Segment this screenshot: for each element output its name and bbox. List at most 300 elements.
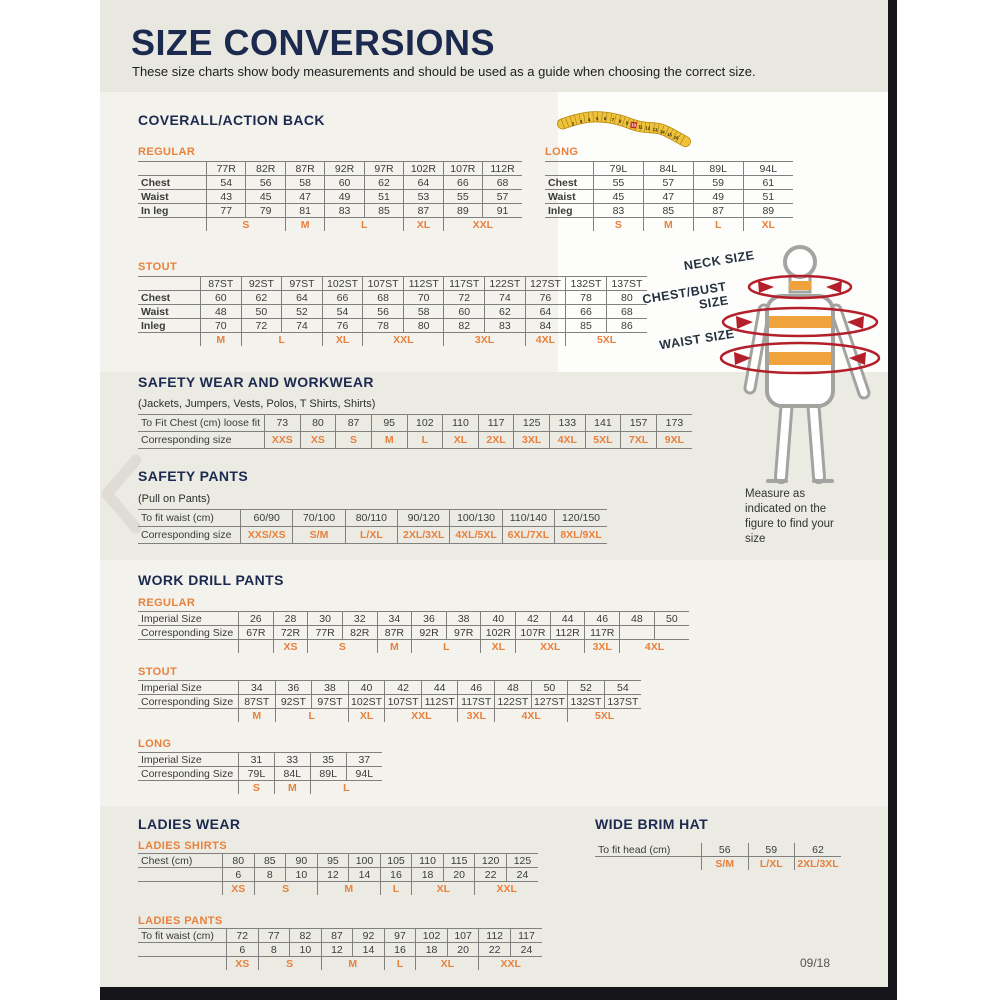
size-cell: L <box>275 709 348 723</box>
hat-table <box>595 843 841 870</box>
cell: 66 <box>322 291 363 305</box>
cell: 137ST <box>604 695 641 709</box>
table-row <box>138 753 382 767</box>
cell: 48 <box>620 612 655 626</box>
cell: 97ST <box>282 277 323 291</box>
cell: 125 <box>506 854 538 868</box>
figure-caption: Measure as indicated on the figure to find your size <box>745 488 834 545</box>
size-cell: S <box>239 781 275 795</box>
safety-pants-table <box>138 509 607 544</box>
cell: 89L <box>693 162 743 176</box>
cell: 53 <box>404 190 443 204</box>
cell: 34 <box>377 612 412 626</box>
table-row <box>138 681 641 695</box>
size-cell: M <box>239 709 276 723</box>
cell: 68 <box>363 291 404 305</box>
cell: 60 <box>201 291 242 305</box>
table-row <box>138 204 522 218</box>
cell <box>654 626 689 640</box>
label-coverall-stout: STOUT <box>138 261 178 273</box>
cell: 87 <box>336 415 372 432</box>
waist-size-label: WAIST SIZE <box>658 326 736 353</box>
row-label: Chest <box>545 176 594 190</box>
cell: 72 <box>227 929 259 943</box>
cell: 54 <box>322 305 363 319</box>
svg-text:12: 12 <box>645 125 651 131</box>
drill_stout-grid <box>138 680 641 722</box>
row-label <box>138 882 223 896</box>
size-band-row <box>545 218 793 232</box>
cell: 84L <box>643 162 693 176</box>
cell: 94L <box>346 767 382 781</box>
chest-band <box>769 316 831 328</box>
cell: 72 <box>444 291 485 305</box>
cell: XXS/XS <box>241 527 293 544</box>
size-cell: 2XL/3XL <box>795 857 842 871</box>
svg-text:5: 5 <box>595 115 599 122</box>
label-ladies-pants: LADIES PANTS <box>138 915 223 927</box>
cell: 110/140 <box>502 510 554 527</box>
cell: 70 <box>403 291 444 305</box>
cell: 87 <box>404 204 443 218</box>
cell: 45 <box>246 190 285 204</box>
cell: 46 <box>585 612 620 626</box>
svg-text:2: 2 <box>571 121 575 127</box>
size-cell: M <box>274 781 310 795</box>
cell: 68 <box>483 176 522 190</box>
row-label <box>138 781 239 795</box>
cell: 20 <box>443 868 475 882</box>
cell: 37 <box>346 753 382 767</box>
cell: 12 <box>317 868 349 882</box>
label-coverall-regular: REGULAR <box>138 146 196 158</box>
table-row <box>545 204 793 218</box>
cell: 7XL <box>621 432 657 449</box>
cell: 20 <box>447 943 479 957</box>
cell: XS <box>300 432 336 449</box>
cell: 110 <box>443 415 479 432</box>
cell: 42 <box>385 681 422 695</box>
size-cell: 3XL <box>458 709 495 723</box>
cell: 9XL <box>656 432 692 449</box>
label-coverall-long: LONG <box>545 146 579 158</box>
cell: 95 <box>317 854 349 868</box>
cell: XL <box>443 432 479 449</box>
drill_long-grid <box>138 752 382 794</box>
safety_pants-grid <box>138 509 607 544</box>
cell: 127ST <box>531 695 568 709</box>
cell: 89 <box>743 204 793 218</box>
row-label: Imperial Size <box>138 612 239 626</box>
size-band-row <box>138 218 522 232</box>
cell: 36 <box>412 612 447 626</box>
section-heading-safety-wear: SAFETY WEAR AND WORKWEAR <box>138 374 374 390</box>
cell: 8XL/9XL <box>555 527 607 544</box>
hat-grid <box>595 843 841 870</box>
section-heading-ladies: LADIES WEAR <box>138 816 241 832</box>
cov_stout-grid <box>138 276 647 346</box>
row-label: Inleg <box>545 204 594 218</box>
cell: 10 <box>286 868 318 882</box>
cell: 107ST <box>385 695 422 709</box>
section-heading-work-drill: WORK DRILL PANTS <box>138 572 284 588</box>
cell: 60/90 <box>241 510 293 527</box>
cell: 132ST <box>568 695 605 709</box>
cell: 133 <box>550 415 586 432</box>
cell: 137ST <box>606 277 647 291</box>
cell: 107R <box>516 626 551 640</box>
cell: 117ST <box>458 695 495 709</box>
row-label: Corresponding size <box>138 527 241 544</box>
size-cell: L <box>325 218 404 232</box>
cell: 43 <box>207 190 246 204</box>
svg-text:13: 13 <box>652 126 658 133</box>
cell: 102ST <box>348 695 385 709</box>
svg-text:16: 16 <box>673 134 680 141</box>
cell: 120 <box>475 854 507 868</box>
cell: 70 <box>201 319 242 333</box>
cell: 62 <box>241 291 282 305</box>
svg-text:11: 11 <box>637 124 644 130</box>
table-row <box>138 190 522 204</box>
cell: 87R <box>377 626 412 640</box>
waist-band <box>769 352 831 365</box>
cell: 112R <box>483 162 522 176</box>
chest-size-label: CHEST/BUST SIZE <box>641 279 730 313</box>
size-cell: M <box>285 218 324 232</box>
size-cell: XL <box>322 333 363 347</box>
page-code: 09/18 <box>800 956 831 970</box>
table-row <box>138 176 522 190</box>
cell: 112ST <box>403 277 444 291</box>
cell: 14 <box>349 868 381 882</box>
row-label: Chest <box>138 291 201 305</box>
cell: 22 <box>475 868 507 882</box>
row-label <box>138 277 201 291</box>
cell: 18 <box>416 943 448 957</box>
cell: 87ST <box>239 695 276 709</box>
cell: 132ST <box>566 277 607 291</box>
size-cell: XXL <box>479 957 542 971</box>
cell: 49 <box>693 190 743 204</box>
size-cell: 5XL <box>568 709 641 723</box>
row-label <box>595 857 702 871</box>
cell: 74 <box>485 291 526 305</box>
cell: 64 <box>525 305 566 319</box>
cell: 6XL/7XL <box>502 527 554 544</box>
cell: 122ST <box>485 277 526 291</box>
row-label <box>138 943 227 957</box>
cell: 64 <box>282 291 323 305</box>
cell: 127ST <box>525 277 566 291</box>
cell: 24 <box>510 943 542 957</box>
cell: 2XL <box>478 432 514 449</box>
row-label: Chest (cm) <box>138 854 223 868</box>
cell: 107 <box>447 929 479 943</box>
cell: 58 <box>285 176 324 190</box>
cell: 87ST <box>201 277 242 291</box>
size-cell <box>239 640 274 654</box>
cell: 62 <box>364 176 403 190</box>
table-row <box>545 190 793 204</box>
table-row <box>138 305 647 319</box>
cell: 112R <box>550 626 585 640</box>
row-label <box>138 333 201 347</box>
cell: S/M <box>293 527 345 544</box>
row-label <box>138 868 223 882</box>
cell: 81 <box>285 204 324 218</box>
cell: 51 <box>743 190 793 204</box>
cell: 56 <box>702 843 749 857</box>
cell: 33 <box>274 753 310 767</box>
size-cell: 5XL <box>566 333 647 347</box>
coverall-long-table <box>545 161 793 231</box>
size-cell: S <box>254 882 317 896</box>
table-row <box>138 415 692 432</box>
cell: 3XL <box>514 432 550 449</box>
cell: 82 <box>444 319 485 333</box>
cell: 90 <box>286 854 318 868</box>
size-cell: L/XL <box>748 857 795 871</box>
table-row <box>138 943 542 957</box>
row-label: Waist <box>545 190 594 204</box>
cell: 84 <box>525 319 566 333</box>
table-row <box>138 929 542 943</box>
cell: 97R <box>364 162 403 176</box>
label-drill-stout: STOUT <box>138 666 178 678</box>
cell: 50 <box>654 612 689 626</box>
size-cell: M <box>643 218 693 232</box>
cell: 72R <box>273 626 308 640</box>
table-row <box>138 767 382 781</box>
cell: 30 <box>308 612 343 626</box>
size-cell: XL <box>416 957 479 971</box>
cell: 85 <box>566 319 607 333</box>
size-cell: XL <box>412 882 475 896</box>
table-row <box>138 695 641 709</box>
cell: 47 <box>643 190 693 204</box>
size-cell: XL <box>481 640 516 654</box>
cell: 36 <box>275 681 312 695</box>
cell: 107R <box>443 162 482 176</box>
cell: 4XL/5XL <box>450 527 502 544</box>
neck-size-label: NECK SIZE <box>682 248 756 274</box>
size-cell: S <box>594 218 644 232</box>
row-label: To fit waist (cm) <box>138 510 241 527</box>
cell: 92 <box>353 929 385 943</box>
cell: 87 <box>693 204 743 218</box>
cell: 48 <box>201 305 242 319</box>
cell: 95 <box>371 415 407 432</box>
cell: 105 <box>380 854 412 868</box>
size-cell: M <box>201 333 242 347</box>
cell: 78 <box>363 319 404 333</box>
row-label: To fit head (cm) <box>598 843 671 856</box>
cell: 117 <box>478 415 514 432</box>
table-row <box>138 527 607 544</box>
cell: 107ST <box>363 277 404 291</box>
cell: 82R <box>246 162 285 176</box>
cell: 38 <box>446 612 481 626</box>
cell: 16 <box>380 868 412 882</box>
cell: 42 <box>516 612 551 626</box>
size-cell: S <box>207 218 286 232</box>
drill-stout-table <box>138 680 641 722</box>
cell: 86 <box>606 319 647 333</box>
row-label: Corresponding Size <box>138 695 239 709</box>
cell: XXS <box>265 432 301 449</box>
size-band-row <box>138 709 641 723</box>
size-cell: L <box>412 640 481 654</box>
cell: 31 <box>239 753 275 767</box>
size-cell: XL <box>404 218 443 232</box>
cell: 80 <box>223 854 255 868</box>
table-row <box>138 319 647 333</box>
cell: 115 <box>443 854 475 868</box>
cell: 78 <box>566 291 607 305</box>
coverall-stout-table <box>138 276 647 346</box>
cell: 4XL <box>550 432 586 449</box>
size-cell: M <box>317 882 380 896</box>
cell: M <box>371 432 407 449</box>
cov_long-grid <box>545 161 793 231</box>
table-row <box>138 162 522 176</box>
size-cell: 4XL <box>525 333 566 347</box>
cell: 52 <box>568 681 605 695</box>
size-band-row <box>595 857 841 871</box>
cell: 60 <box>325 176 364 190</box>
cell: 77 <box>207 204 246 218</box>
cell: 80 <box>606 291 647 305</box>
size-cell: L <box>241 333 322 347</box>
ladies_pants-grid <box>138 928 542 970</box>
size-cell: XL <box>348 709 385 723</box>
size-cell: XXL <box>516 640 585 654</box>
page-edge-bottom <box>100 987 897 1000</box>
cell: 80 <box>300 415 336 432</box>
cell: 87R <box>285 162 324 176</box>
size-cell: XS <box>227 957 259 971</box>
cell: 28 <box>273 612 308 626</box>
label-drill-regular: REGULAR <box>138 597 196 609</box>
row-label <box>138 218 207 232</box>
cell: 68 <box>606 305 647 319</box>
cell: 10 <box>290 943 322 957</box>
cell: 122ST <box>495 695 532 709</box>
svg-text:9: 9 <box>625 120 629 126</box>
page-subtitle: These size charts show body measurements and should be used as a guide when choosing the correct size. <box>132 64 756 79</box>
cell: 55 <box>443 190 482 204</box>
cell: 54 <box>207 176 246 190</box>
cell: 141 <box>585 415 621 432</box>
size-cell: XXL <box>363 333 444 347</box>
size-band-row <box>138 781 382 795</box>
row-label: Corresponding Size <box>138 767 239 781</box>
cell: 46 <box>458 681 495 695</box>
label-ladies-shirts: LADIES SHIRTS <box>138 840 227 852</box>
cell: 12 <box>321 943 353 957</box>
size-cell: 4XL <box>620 640 689 654</box>
cell: 83 <box>325 204 364 218</box>
cell: 59 <box>748 843 795 857</box>
cell: 112 <box>479 929 511 943</box>
cell: 59 <box>693 176 743 190</box>
size-cell: S <box>308 640 377 654</box>
cell: 82 <box>290 929 322 943</box>
cell: 92ST <box>275 695 312 709</box>
cell: 92R <box>412 626 447 640</box>
cell: 57 <box>483 190 522 204</box>
cell: 97 <box>384 929 416 943</box>
cell: 110 <box>412 854 444 868</box>
size-band-row <box>138 640 689 654</box>
cell: 112ST <box>421 695 458 709</box>
cell: 47 <box>285 190 324 204</box>
size-band-row <box>138 957 542 971</box>
cell: 102 <box>416 929 448 943</box>
table-row <box>138 868 538 882</box>
table-row <box>138 626 689 640</box>
size-cell: L <box>384 957 416 971</box>
cell: 87 <box>321 929 353 943</box>
row-label: Waist <box>138 190 207 204</box>
size-cell: 3XL <box>444 333 525 347</box>
table-row <box>138 854 538 868</box>
svg-text:3: 3 <box>579 118 583 125</box>
cell: 35 <box>310 753 346 767</box>
cell: 79 <box>246 204 285 218</box>
cell: 85 <box>254 854 286 868</box>
drill_regular-grid <box>138 611 689 653</box>
size-cell: XXL <box>475 882 538 896</box>
svg-text:4: 4 <box>587 117 591 123</box>
cell: 100 <box>349 854 381 868</box>
cell: 24 <box>506 868 538 882</box>
cell: 64 <box>404 176 443 190</box>
svg-text:6: 6 <box>603 115 607 122</box>
cell: 14 <box>353 943 385 957</box>
cell: 83 <box>594 204 644 218</box>
cell: 79L <box>594 162 644 176</box>
cell: 62 <box>485 305 526 319</box>
cell: 6 <box>227 943 259 957</box>
table-row <box>138 291 647 305</box>
cell: 102R <box>481 626 516 640</box>
row-label: In leg <box>138 204 207 218</box>
ladies-shirts-table <box>138 853 538 895</box>
cell: 82R <box>342 626 377 640</box>
cell: 117ST <box>444 277 485 291</box>
table-row <box>138 432 692 449</box>
size-cell: S/M <box>702 857 749 871</box>
size-cell: L <box>693 218 743 232</box>
cov_regular-grid <box>138 161 522 231</box>
label-drill-long: LONG <box>138 738 172 750</box>
cell: 80 <box>403 319 444 333</box>
cell: 18 <box>412 868 444 882</box>
cell: 97R <box>446 626 481 640</box>
cell: 40 <box>348 681 385 695</box>
cell: 117 <box>510 929 542 943</box>
row-label <box>138 162 207 176</box>
cell: 66 <box>443 176 482 190</box>
cell: 52 <box>282 305 323 319</box>
row-label: Inleg <box>138 319 201 333</box>
svg-text:15: 15 <box>666 131 673 138</box>
table-row <box>138 510 607 527</box>
cell: 117R <box>585 626 620 640</box>
cell: 91 <box>483 204 522 218</box>
